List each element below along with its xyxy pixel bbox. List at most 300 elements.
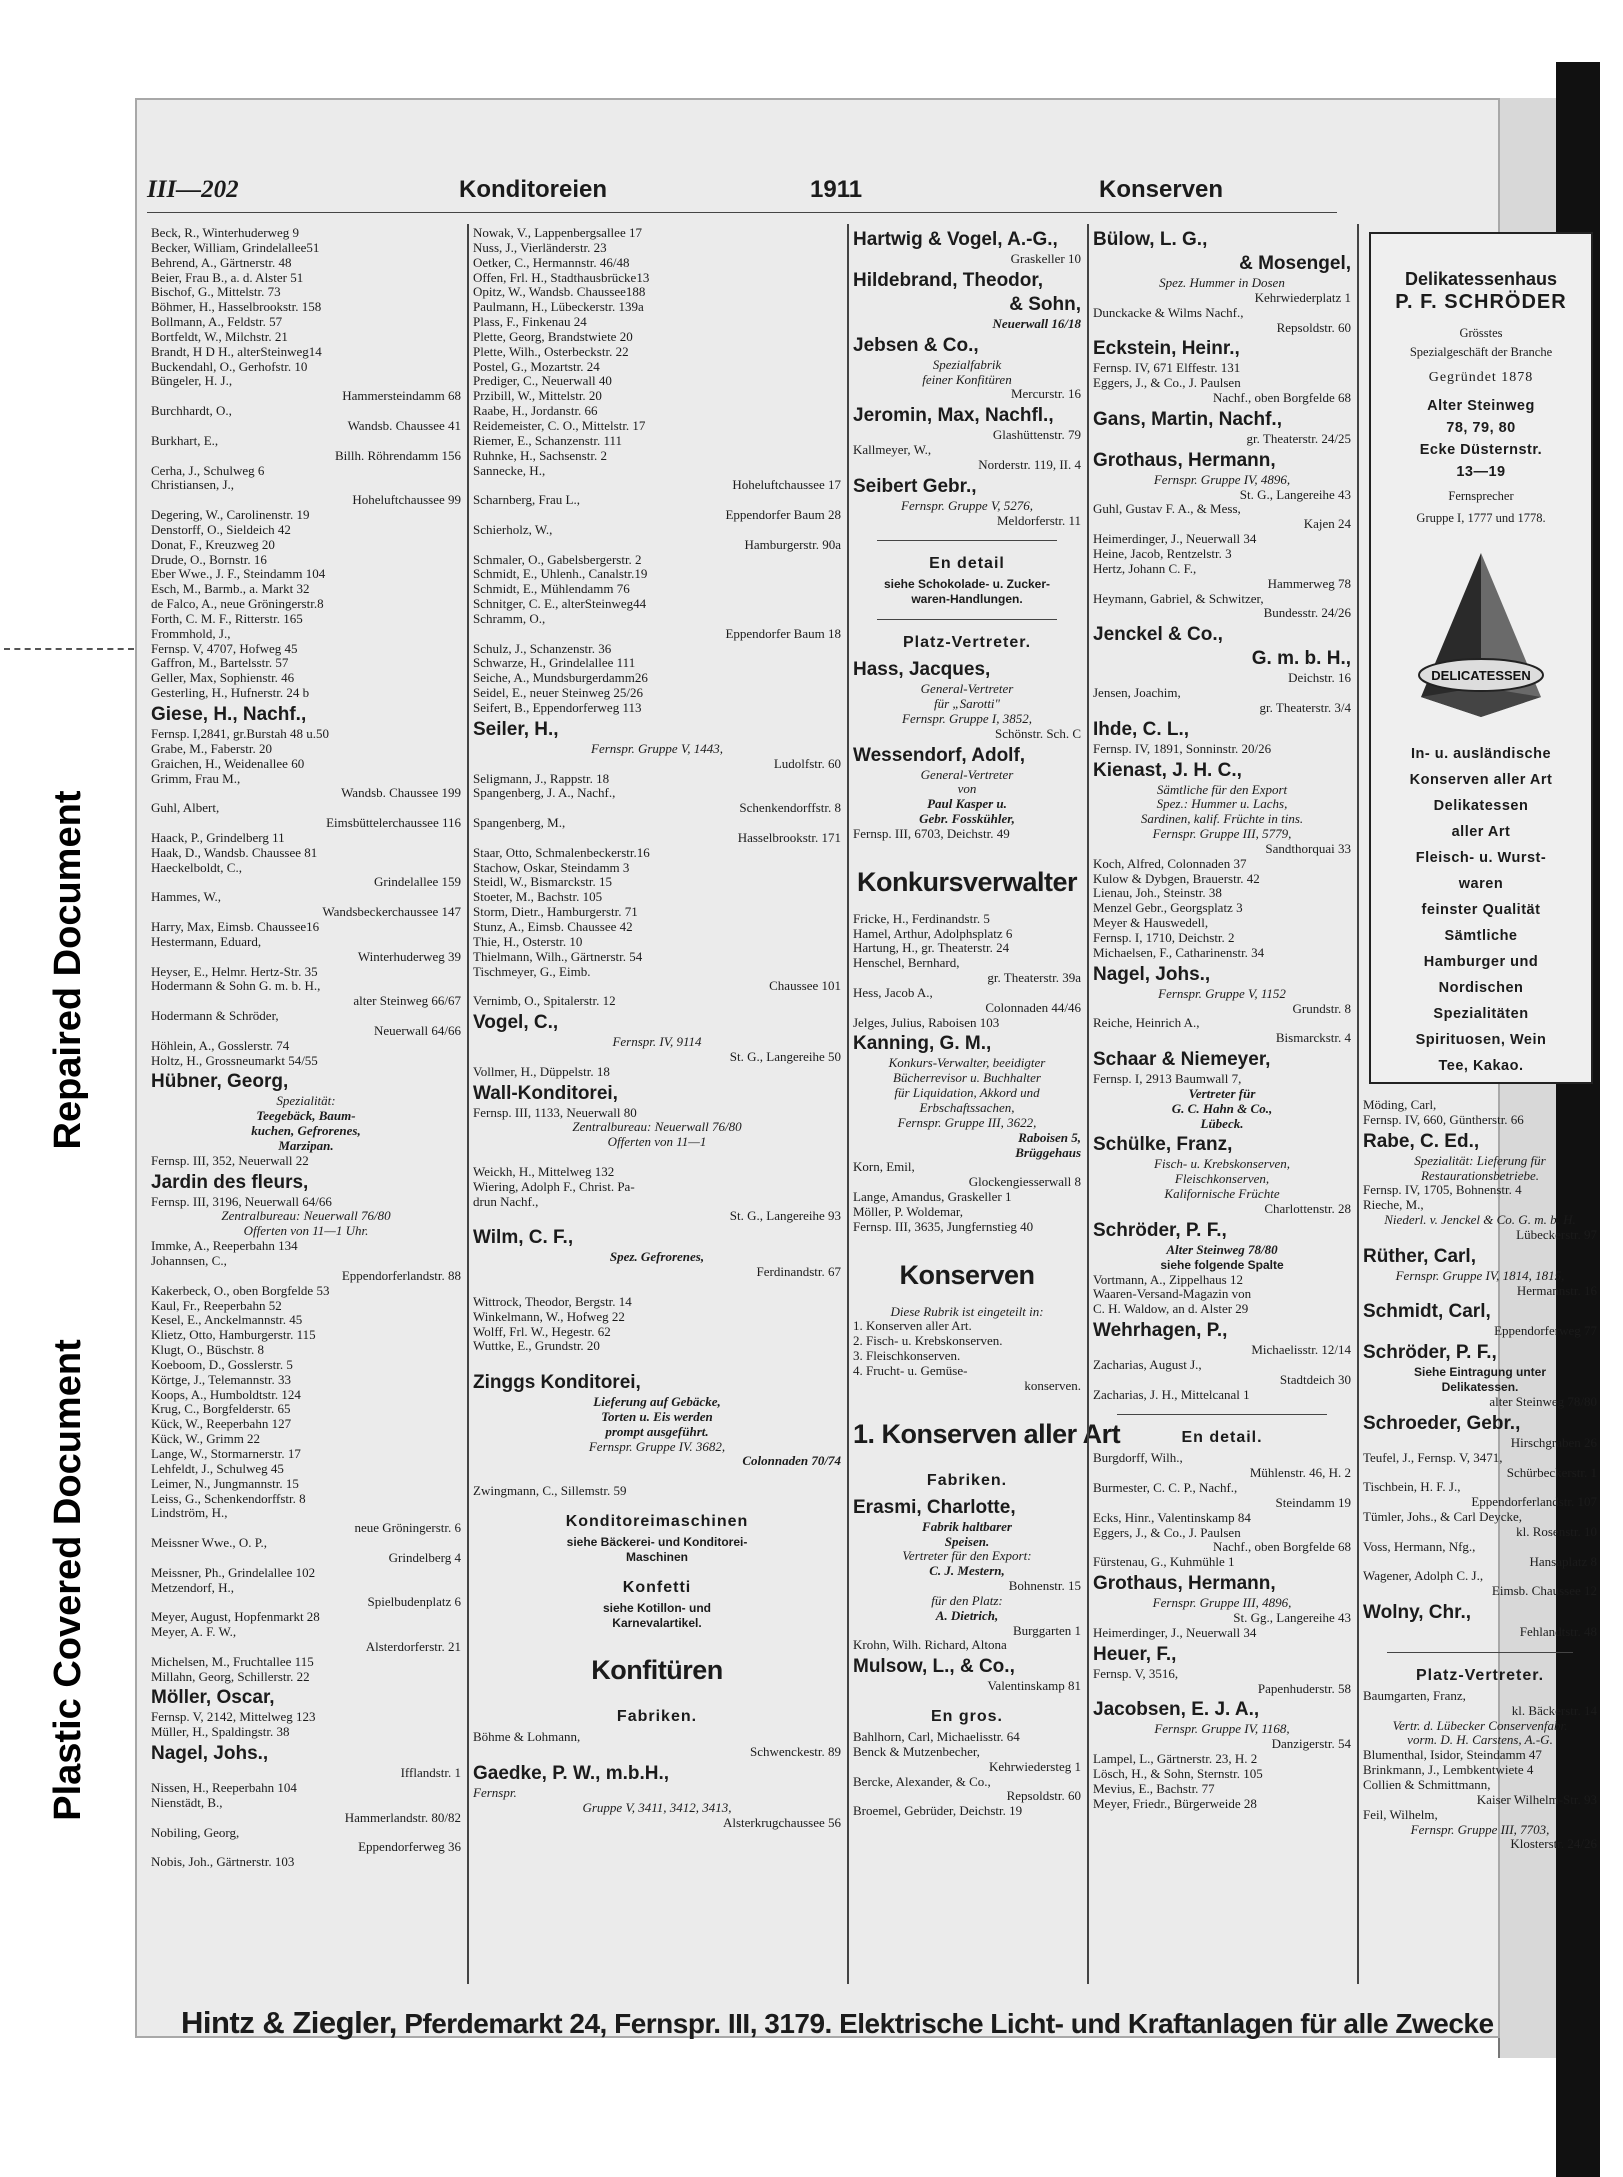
delikatessenhaus-advertisement xyxy=(1369,232,1593,1084)
directory-entry: Staar, Otto, Schmalenbeckerstr.16 xyxy=(473,844,650,860)
directory-entry: 3. Fleischkonserven. xyxy=(853,1348,961,1364)
directory-entry: Eber Wwe., J. F., Steindamm 104 xyxy=(151,566,326,582)
entry-note: Fernspr. Gruppe V, 1443, xyxy=(591,740,723,756)
directory-entry: Fernsp. III, 3635, Jungfernstieg 40 xyxy=(853,1218,1034,1234)
directory-entry: Fernsp. V, 4707, Hofweg 45 xyxy=(151,640,298,656)
entry-note: Alter Steinweg 78/80 xyxy=(1166,1241,1278,1257)
entry-note: feiner Konfitüren xyxy=(922,371,1012,387)
directory-entry: St. G., Langereihe 43 xyxy=(1239,486,1351,502)
entry-note: Lieferung auf Gebäcke, xyxy=(593,1394,721,1410)
directory-entry: Thielmann, Wilh., Gärtnerstr. 54 xyxy=(473,948,643,964)
ad-product-line: waren xyxy=(1458,875,1504,892)
directory-entry: Chaussee 101 xyxy=(769,978,841,994)
entry-note: für Liquidation, Akkord und xyxy=(894,1085,1040,1101)
directory-entry: Plette, Wilh., Osterbeckstr. 22 xyxy=(473,343,629,359)
firm-heading: Hartwig & Vogel, A.-G., xyxy=(853,229,1058,250)
entry-note: Spez.: Hummer u. Lachs, xyxy=(1156,796,1288,812)
column-5-listing xyxy=(1363,1098,1597,1852)
directory-entry: kl. Rosenstr. 10 xyxy=(1516,1523,1597,1539)
pyramid-label: DELICATESSEN xyxy=(1431,667,1531,683)
firm-heading: Wilm, C. F., xyxy=(473,1227,574,1249)
entry-note: Zentralbureau: Neuerwall 76/80 xyxy=(572,1119,742,1135)
directory-entry: Harry, Max, Eimsb. Chaussee16 xyxy=(151,918,320,934)
separator-rule xyxy=(1117,1414,1327,1415)
directory-entry: Nachf., oben Borgfelde 68 xyxy=(1212,390,1351,406)
directory-entry: Nobiling, Georg, xyxy=(151,1824,240,1840)
directory-entry: Fernsp. I, 1710, Deichstr. 2 xyxy=(1093,930,1235,945)
directory-entry: Fricke, H., Ferdinandstr. 5 xyxy=(853,910,990,926)
cross-reference: siehe Kotillon- und xyxy=(603,1600,711,1615)
entry-note: Fernspr. Gruppe IV, 1168, xyxy=(1154,1721,1290,1737)
ad-product-line: In- u. ausländische xyxy=(1410,745,1552,762)
entry-note: General-Vertreter xyxy=(920,681,1014,697)
directory-entry: Nissen, H., Reeperbahn 104 xyxy=(151,1780,297,1795)
separator-rule xyxy=(877,619,1057,620)
directory-entry: Nowak, V., Lappenbergsallee 17 xyxy=(473,225,642,240)
directory-entry: Spangenberg, M., xyxy=(473,815,566,831)
directory-entry: Eimsbüttelerchaussee 116 xyxy=(326,815,461,831)
directory-entry: Raabe, H., Jordanstr. 66 xyxy=(473,403,598,419)
directory-entry: Denstorff, O., Sieldeich 42 xyxy=(151,521,291,537)
firm-heading: Eckstein, Heinr., xyxy=(1093,338,1240,360)
directory-entry: Fernsp. III, 3196, Neuerwall 64/66 xyxy=(151,1193,332,1209)
entry-note: Fernspr. Gruppe III, 3622, xyxy=(897,1114,1037,1130)
directory-entry: Forth, C. M. F., Ritterstr. 165 xyxy=(151,610,303,626)
firm-heading: Wolny, Chr., xyxy=(1363,1602,1472,1624)
directory-entry: kl. Bäckerstr. 14 xyxy=(1511,1702,1597,1718)
directory-entry: Mühlenstr. 46, H. 2 xyxy=(1249,1465,1351,1481)
directory-entry: Stoeter, M., Bachstr. 105 xyxy=(473,889,603,905)
directory-entry: Grabe, M., Faberstr. 20 xyxy=(151,740,272,756)
directory-entry: Hammerweg 78 xyxy=(1267,575,1351,591)
directory-entry: Seidel, E., neuer Steinweg 25/26 xyxy=(473,685,644,701)
directory-entry: Reidemeister, C. O., Mittelstr. 17 xyxy=(473,417,646,433)
directory-entry xyxy=(473,1150,841,1165)
entry-note: Paul Kasper u. xyxy=(927,796,1007,812)
directory-entry: Scharnberg, Frau L., xyxy=(473,492,580,508)
directory-entry: Frommhold, J., xyxy=(151,625,231,641)
entry-note: Gebr. Fosskühler, xyxy=(919,811,1015,827)
directory-entry: konserven. xyxy=(1024,1377,1081,1393)
entry-note: Marzipan. xyxy=(278,1137,334,1153)
directory-entry: Fehlandtstr. 48 xyxy=(1519,1624,1597,1640)
footer-firm: Hintz & Ziegler, xyxy=(181,2005,397,2040)
directory-entry: Fernsp. I, 2913 Baumwall 7, xyxy=(1093,1071,1242,1087)
entry-note: vorm. D. H. Carstens, A.-G. xyxy=(1407,1732,1553,1748)
directory-entry: Fernsp. IV, 671 Elffestr. 131 xyxy=(1093,360,1241,376)
firm-heading: Möller, Oscar, xyxy=(151,1687,275,1709)
directory-entry: Stachow, Oskar, Steindamm 3 xyxy=(473,859,630,875)
directory-entry: Norderstr. 119, II. 4 xyxy=(978,456,1081,472)
section-heading: Fabriken. xyxy=(926,1471,1008,1489)
directory-entry: Michaelsen, F., Catharinenstr. 34 xyxy=(1093,944,1265,960)
directory-entry: Nuss, J., Vierländerstr. 23 xyxy=(473,239,607,255)
directory-entry: Degering, W., Carolinenstr. 19 xyxy=(151,507,310,523)
directory-entry: Hirschgraben 26 xyxy=(1510,1434,1597,1450)
directory-entry: Wiering, Adolph F., Christ. Pa- xyxy=(473,1178,635,1194)
firm-heading: Jenckel & Co., xyxy=(1093,624,1223,646)
ad-line: Grösstes xyxy=(1459,325,1503,340)
directory-entry: Offen, Frl. H., Stadthausbrücke13 xyxy=(473,269,650,285)
directory-entry: Heine, Jacob, Rentzelstr. 3 xyxy=(1093,545,1232,561)
directory-entry: Bohnenstr. 15 xyxy=(1008,1578,1081,1594)
directory-entry: Storm, Dietr., Hamburgerstr. 71 xyxy=(473,904,638,920)
category-heading: Konkursverwalter xyxy=(856,866,1078,897)
directory-entry: Nienstädt, B., xyxy=(151,1794,223,1810)
directory-entry: Wittrock, Theodor, Bergstr. 14 xyxy=(473,1293,632,1309)
directory-entry: Menzel Gebr., Georgsplatz 3 xyxy=(1093,900,1243,916)
directory-entry: alter Steinweg 66/67 xyxy=(353,993,461,1009)
directory-entry: Hamel, Arthur, Adolphsplatz 6 xyxy=(853,925,1013,941)
directory-entry: Meissner, Ph., Grindelallee 102 xyxy=(151,1564,316,1580)
directory-entry: Eppendorferlandstr. 107 xyxy=(1471,1494,1597,1510)
directory-entry: Vortmann, A., Zippelhaus 12 xyxy=(1093,1271,1243,1287)
directory-entry: Behrend, A., Gärtnerstr. 48 xyxy=(151,254,292,270)
directory-entry: Stunz, A., Eimsb. Chaussee 42 xyxy=(473,918,633,934)
page-number: III—202 xyxy=(147,176,239,203)
footer-advertisement xyxy=(181,2005,1494,2041)
cross-reference: Maschinen xyxy=(625,1549,688,1564)
directory-entry: Lösch, H., & Sohn, Sternstr. 105 xyxy=(1093,1765,1263,1781)
directory-entry: Bischof, G., Mittelstr. 73 xyxy=(151,284,281,300)
directory-entry: Kaiser Wilhelm-Str. 93 xyxy=(1476,1791,1597,1807)
ad-product-line: Fleisch- u. Wurst- xyxy=(1415,849,1547,866)
directory-entry: Kehrwiederplatz 1 xyxy=(1254,289,1351,305)
directory-entry: de Falco, A., neue Gröningerstr.8 xyxy=(151,596,324,612)
directory-entry: Fürstenau, G., Kuhmühle 1 xyxy=(1093,1554,1235,1570)
ad-product-line: Delikatessen xyxy=(1433,797,1529,814)
directory-entry: Fernsp. IV, 1891, Sonninstr. 20/26 xyxy=(1093,740,1272,756)
directory-entry: Repsoldstr. 60 xyxy=(1006,1788,1081,1804)
directory-entry: Stadtdeich 30 xyxy=(1279,1371,1351,1387)
directory-entry: Brandt, H D H., alterSteinweg14 xyxy=(151,343,322,359)
directory-entry: Gesterling, H., Hufnerstr. 24 b xyxy=(151,685,310,701)
pyramid-logo-icon xyxy=(1391,547,1571,727)
firm-heading: Giese, H., Nachf., xyxy=(151,704,307,725)
directory-entry: Bortfeldt, W., Milchstr. 21 xyxy=(151,328,288,344)
directory-entry: Becker, William, Grindelallee51 xyxy=(151,239,320,255)
directory-entry: Hasselbrookstr. 171 xyxy=(737,829,841,845)
directory-entry xyxy=(473,1469,841,1484)
firm-heading: Nagel, Johs., xyxy=(151,1743,269,1765)
directory-entry: Wuttke, E., Grundstr. 20 xyxy=(473,1338,600,1354)
directory-entry: Meyer, August, Hopfenmarkt 28 xyxy=(151,1609,320,1625)
ad-founded: Gegründet 1878 xyxy=(1428,369,1534,385)
ad-product-line: Spezialitäten xyxy=(1433,1005,1529,1022)
directory-entry: Schmidt, E., Uhlenh., Canalstr.19 xyxy=(473,566,648,582)
directory-entry: Krug, C., Borgfelderstr. 65 xyxy=(151,1401,291,1417)
directory-entry: Seligmann, J., Rappstr. 18 xyxy=(473,770,610,786)
entry-note: Spezialität: Lieferung für xyxy=(1414,1152,1546,1168)
firm-heading: Rabe, C. Ed., xyxy=(1363,1130,1480,1152)
firm-heading: Seiler, H., xyxy=(473,718,559,740)
directory-entry: Fernsp. IV, 1705, Bohnenstr. 4 xyxy=(1363,1182,1522,1198)
directory-entry: Möller, P. Woldemar, xyxy=(853,1203,963,1219)
directory-entry: Hansaplatz 8 xyxy=(1529,1553,1597,1569)
entry-note: Fernspr. Gruppe III, 5779, xyxy=(1152,826,1292,842)
directory-page xyxy=(135,98,1597,2040)
directory-entry: Christiansen, J., xyxy=(151,477,235,493)
directory-entry: Krohn, Wilh. Richard, Altona xyxy=(853,1637,1007,1653)
entry-note: Neuerwall 16/18 xyxy=(992,315,1081,331)
directory-entry: Hammes, W., xyxy=(151,889,222,905)
directory-entry: Fernsp. III, 1133, Neuerwall 80 xyxy=(473,1104,637,1120)
directory-entry: Schramm, O., xyxy=(473,610,546,626)
directory-entry: Reiche, Heinrich A., xyxy=(1093,1015,1200,1031)
entry-note: Fernspr. xyxy=(473,1785,517,1801)
repaired-document-label: Repaired Document xyxy=(47,790,89,1150)
entry-note: kuchen, Gefrorenes, xyxy=(251,1123,361,1139)
directory-entry: Ferdinandstr. 67 xyxy=(756,1264,841,1280)
ad-product-line: aller Art xyxy=(1451,823,1511,840)
entry-note: Offerten von 11—1 Uhr. xyxy=(243,1223,369,1239)
directory-entry: Hodermann & Schröder, xyxy=(151,1008,279,1024)
directory-entry: Büngeler, H. J., xyxy=(151,373,233,389)
section-heading: Konditoreimaschinen xyxy=(565,1512,749,1530)
separator-rule xyxy=(1387,1652,1573,1653)
directory-entry: Wandsbeckerchaussee 147 xyxy=(322,904,461,920)
directory-entry: Wagener, Adolph C. J., xyxy=(1363,1568,1484,1584)
directory-entry: Burgdorff, Wilh., xyxy=(1093,1450,1183,1466)
directory-entry xyxy=(473,1354,841,1369)
directory-entry: Kallmeyer, W., xyxy=(853,442,932,458)
directory-entry: Deichstr. 16 xyxy=(1288,670,1351,686)
directory-entry: Danzigerstr. 54 xyxy=(1271,1736,1351,1752)
firm-heading: Schmidt, Carl, xyxy=(1363,1301,1491,1323)
directory-entry: Eggers, J., & Co., J. Paulsen xyxy=(1093,375,1241,391)
ad-line: Spezialgeschäft der Branche xyxy=(1409,344,1553,359)
entry-note: Fernspr. Gruppe III, 4896, xyxy=(1152,1595,1292,1611)
entry-note: Vertreter für xyxy=(1188,1085,1256,1101)
firm-heading: Mulsow, L., & Co., xyxy=(853,1656,1015,1678)
directory-entry: Koeboom, D., Gosslerstr. 5 xyxy=(151,1356,293,1372)
directory-entry: Kehrwiedersteg 1 xyxy=(988,1758,1081,1774)
section-heading: En detail. xyxy=(1181,1429,1263,1447)
firm-heading: Hildebrand, Theodor, xyxy=(853,269,1044,291)
directory-entry: Kaul, Fr., Reeperbahn 52 xyxy=(151,1297,282,1313)
directory-entry: Tischbein, H. F. J., xyxy=(1363,1479,1461,1495)
plastic-covered-document-label: Plastic Covered Document xyxy=(47,1339,89,1821)
directory-entry: Feil, Wilhelm, xyxy=(1363,1806,1438,1822)
directory-entry: gr. Theaterstr. 3/4 xyxy=(1259,699,1351,715)
header-right-title: Konserven xyxy=(1099,176,1224,203)
directory-entry: Heymann, Gabriel, & Schwitzer, xyxy=(1093,590,1264,606)
directory-entry: Lübeckerstr. 97 xyxy=(1516,1226,1597,1242)
directory-entry: Sandthorquai 33 xyxy=(1265,840,1351,856)
entry-note: Offerten von 11—1 xyxy=(607,1134,707,1150)
entry-note: Spez. Hummer in Dosen xyxy=(1159,275,1285,290)
ad-product-line: Nordischen xyxy=(1438,979,1524,996)
entry-note: Fernspr. Gruppe V, 5276, xyxy=(901,497,1033,513)
directory-entry: Burkhart, E., xyxy=(151,432,219,448)
directory-entry: Schnitger, C. E., alterSteinweg44 xyxy=(473,596,647,612)
directory-entry: Schönstr. Sch. C xyxy=(995,725,1081,741)
directory-entry: Tümler, Johs., & Carl Deycke, xyxy=(1363,1509,1523,1525)
entry-note: Restaurationsbetriebe. xyxy=(1420,1167,1540,1183)
directory-entry: Graskeller 10 xyxy=(1010,251,1081,266)
column-3 xyxy=(849,226,1121,1981)
firm-heading: Jacobsen, E. J. A., xyxy=(1093,1699,1260,1721)
directory-entry: Kück, W., Grimm 22 xyxy=(151,1431,261,1447)
directory-entry: Teufel, J., Fernsp. V, 3471, xyxy=(1363,1449,1503,1465)
directory-entry: Winkelmann, W., Hofweg 22 xyxy=(473,1308,625,1324)
directory-entry: Prediger, C., Neuerwall 40 xyxy=(473,373,612,389)
directory-entry: Riemer, E., Schanzenstr. 111 xyxy=(473,432,623,448)
firm-heading: Seibert Gebr., xyxy=(853,475,977,497)
directory-entry: Korn, Emil, xyxy=(853,1159,915,1175)
ad-firm: P. F. SCHRÖDER xyxy=(1395,290,1567,313)
column-2 xyxy=(469,226,845,1981)
directory-entry: Lampel, L., Gärtnerstr. 23, H. 2 xyxy=(1093,1751,1258,1767)
directory-entry: Lange, W., Stormarnerstr. 17 xyxy=(151,1445,301,1461)
entry-note: für den Platz: xyxy=(931,1592,1003,1608)
directory-entry: Broemel, Gebrüder, Deichstr. 19 xyxy=(853,1803,1023,1819)
directory-entry: Mevius, E., Bachstr. 77 xyxy=(1093,1780,1215,1796)
cross-reference: Siehe Eintragung unter xyxy=(1413,1365,1546,1380)
directory-entry: 2. Fisch- u. Krebskonserven. xyxy=(853,1333,1003,1349)
directory-entry: Wolff, Frl. W., Hegestr. 62 xyxy=(473,1323,611,1339)
firm-heading: Kienast, J. H. C., xyxy=(1093,759,1242,781)
ad-product-line: Konserven aller Art xyxy=(1409,771,1553,788)
directory-entry: Neuerwall 64/66 xyxy=(373,1022,461,1038)
column-5 xyxy=(1359,226,1623,1981)
directory-entry: Heimerdinger, J., Neuerwall 34 xyxy=(1093,1624,1257,1640)
firm-heading: Ihde, C. L., xyxy=(1093,718,1190,740)
directory-entry: Weickh, H., Mittelweg 132 xyxy=(473,1163,615,1179)
directory-entry: Tischmeyer, G., Eimb. xyxy=(473,963,591,979)
directory-entry: Hoheluftchaussee 99 xyxy=(352,492,461,508)
firm-heading: Wehrhagen, P., xyxy=(1093,1320,1228,1342)
entry-note: für „Sarotti" xyxy=(933,695,1001,711)
firm-heading: G. m. b. H., xyxy=(1251,648,1351,670)
directory-entry: Hammersteindamm 68 xyxy=(342,388,461,404)
directory-entry: Kajen 24 xyxy=(1303,516,1351,532)
category-heading: Konserven xyxy=(899,1259,1035,1290)
directory-entry: Esch, M., Barmb., a. Markt 32 xyxy=(151,581,310,597)
entry-note: C. J. Mestern, xyxy=(929,1563,1005,1579)
entry-note: Fernspr. Gruppe IV, 1814, 1815, xyxy=(1395,1267,1565,1283)
entry-note: von xyxy=(957,781,977,797)
entry-note: Spezialfabrik xyxy=(932,356,1002,372)
entry-note: Fernspr. Gruppe III, 7703, xyxy=(1410,1821,1550,1837)
directory-entry: Müller, H., Spaldingstr. 38 xyxy=(151,1724,290,1740)
directory-entry: Wandsb. Chaussee 41 xyxy=(347,417,461,433)
firm-heading: Nagel, Johs., xyxy=(1093,963,1211,985)
entry-note: Lübeck. xyxy=(1200,1115,1244,1131)
directory-entry: drun Nachf., xyxy=(473,1193,539,1209)
entry-note: Niederl. v. Jenckel & Co. G. m. b. H. xyxy=(1384,1212,1576,1228)
category-heading: Konfitüren xyxy=(591,1655,723,1686)
directory-entry: Steidl, W., Bismarckstr. 15 xyxy=(473,874,613,890)
directory-entry: Sannecke, H., xyxy=(473,462,546,478)
firm-heading: Jardin des fleurs, xyxy=(151,1171,309,1193)
firm-heading: & Sohn, xyxy=(1009,293,1081,315)
directory-entry: Hodermann & Sohn G. m. b. H., xyxy=(151,978,321,994)
firm-heading: Grothaus, Hermann, xyxy=(1093,1573,1276,1595)
firm-heading: Schaar & Niemeyer, xyxy=(1093,1049,1271,1071)
directory-entry: Spangenberg, J. A., Nachf., xyxy=(473,785,616,801)
directory-entry: Gaffron, M., Bartelsstr. 57 xyxy=(151,655,289,671)
cross-reference: Delikatessen. xyxy=(1441,1380,1519,1395)
directory-entry: Johannsen, C., xyxy=(151,1253,227,1268)
entry-note: Teegebäck, Baum- xyxy=(256,1108,356,1124)
directory-entry: Burmester, C. C. P., Nachf., xyxy=(1093,1480,1238,1496)
directory-entry: Bundesstr. 24/26 xyxy=(1263,605,1351,621)
directory-entry: Kück, W., Reeperbahn 127 xyxy=(151,1416,292,1432)
directory-entry: Fernsp. III, 352, Neuerwall 22 xyxy=(151,1152,309,1168)
directory-entry: Glockengiesserwall 8 xyxy=(968,1174,1081,1190)
directory-entry: Hammerlandstr. 80/82 xyxy=(344,1809,461,1825)
directory-entry: Grundstr. 8 xyxy=(1292,1000,1351,1016)
directory-entry: Drude, O., Bornstr. 16 xyxy=(151,551,267,567)
column-4 xyxy=(1089,226,1355,1981)
directory-entry: Paulmann, H., Lübeckerstr. 139a xyxy=(473,299,644,315)
directory-entry: Voss, Hermann, Nfg., xyxy=(1363,1538,1476,1554)
directory-entry: Haak, D., Wandsb. Chaussee 81 xyxy=(151,844,318,860)
cross-reference: waren-Handlungen. xyxy=(911,592,1023,607)
directory-entry: Meyer, Friedr., Bürgerweide 28 xyxy=(1093,1795,1257,1811)
directory-entry: Holtz, H., Grossneumarkt 54/55 xyxy=(151,1052,318,1068)
directory-entry: Kulow & Dybgen, Brauerstr. 42 xyxy=(1093,870,1260,886)
directory-entry: Schmidt, E., Mühlendamm 76 xyxy=(473,581,630,597)
directory-entry: Haack, P., Grindelberg 11 xyxy=(151,829,285,845)
directory-entry: Hestermann, Eduard, xyxy=(151,933,262,949)
section-heading: Fabriken. xyxy=(616,1708,698,1726)
directory-entry: Seiche, A., Mundsburgerdamm26 xyxy=(473,670,648,686)
ad-address: Alter Steinweg xyxy=(1427,397,1535,414)
firm-heading: Hübner, Georg, xyxy=(151,1071,289,1093)
directory-entry: St. G., Langereihe 93 xyxy=(729,1208,841,1224)
directory-entry: Mercurstr. 16 xyxy=(1010,386,1081,402)
crop-mark xyxy=(4,648,134,650)
directory-entry: Collien & Schmittmann, xyxy=(1363,1777,1491,1792)
directory-entry: Billh. Röhrendamm 156 xyxy=(334,447,461,463)
directory-entry: Hamburgerstr. 90a xyxy=(744,536,841,552)
cross-reference: siehe Bäckerei- und Konditorei- xyxy=(566,1534,748,1549)
directory-entry: Schmaler, O., Gabelsbergerstr. 2 xyxy=(473,551,642,567)
directory-entry: Ruhnke, H., Sachsenstr. 2 xyxy=(473,447,607,463)
directory-entry: gr. Theaterstr. 39a xyxy=(987,970,1081,986)
directory-entry: Alsterkrugchaussee 56 xyxy=(722,1814,841,1830)
firm-heading: Bülow, L. G., xyxy=(1093,229,1208,250)
section-heading: Konfetti xyxy=(622,1578,692,1596)
ad-product-line: Tee, Kakao. xyxy=(1438,1057,1524,1074)
directory-entry xyxy=(473,1280,841,1295)
directory-entry: Vollmer, H., Düppelstr. 18 xyxy=(473,1063,610,1079)
directory-entry: Michaelisstr. 12/14 xyxy=(1251,1342,1351,1358)
entry-note: Fleischkonserven, xyxy=(1174,1171,1270,1187)
directory-entry: Guhl, Gustav F. A., & Mess, xyxy=(1093,501,1241,517)
directory-entry: Meldorferstr. 11 xyxy=(997,512,1081,528)
firm-heading: Erasmi, Charlotte, xyxy=(853,1496,1016,1518)
directory-entry: Koops, A., Humboldtstr. 124 xyxy=(151,1386,301,1402)
directory-entry: Graichen, H., Weidenallee 60 xyxy=(151,755,305,771)
directory-entry: Körtge, J., Telemannstr. 33 xyxy=(151,1371,292,1387)
directory-entry: Grimm, Frau M., xyxy=(151,770,241,786)
directory-entry: Klugt, O., Büschstr. 8 xyxy=(151,1342,265,1358)
firm-heading: & Mosengel, xyxy=(1239,253,1351,274)
directory-entry: Schwenckestr. 89 xyxy=(750,1744,841,1760)
entry-note: Erbschaftssachen, xyxy=(919,1100,1015,1115)
entry-note: Zentralbureau: Neuerwall 76/80 xyxy=(221,1208,391,1224)
directory-entry: Eimsb. Chaussee 12 xyxy=(1491,1583,1597,1599)
directory-entry: neue Gröningerstr. 6 xyxy=(354,1520,461,1536)
entry-note: Fernspr. IV, 9114 xyxy=(612,1034,702,1050)
entry-note: Torten u. Eis werden xyxy=(601,1408,713,1424)
directory-entry: Dunckacke & Wilms Nachf., xyxy=(1093,304,1244,320)
directory-entry: Burchhardt, O., xyxy=(151,403,232,419)
directory-entry: Zacharias, August J., xyxy=(1093,1356,1202,1372)
